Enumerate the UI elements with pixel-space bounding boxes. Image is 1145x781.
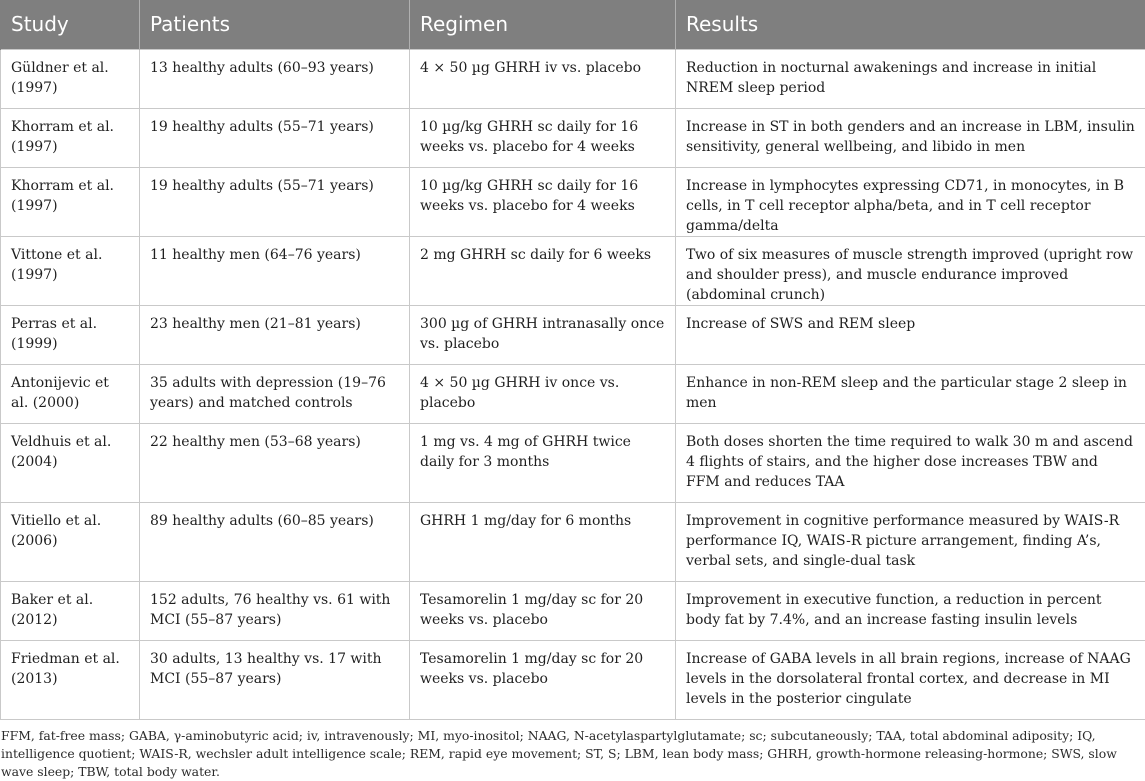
table-row <box>1 502 1145 581</box>
cell-patients: 19 healthy adults (55–71 years) <box>140 108 410 167</box>
table-row <box>1 236 1145 305</box>
cell-regimen: 4 × 50 µg GHRH iv vs. placebo <box>410 49 676 108</box>
cell-study: Antonijevic et al. (2000) <box>1 364 140 423</box>
table-header <box>1 0 1145 49</box>
cell-regimen: Tesamorelin 1 mg/day sc for 20 weeks vs. placebo <box>410 640 676 719</box>
table-row <box>1 167 1145 236</box>
table-row <box>1 108 1145 167</box>
cell-results: Increase of SWS and REM sleep <box>676 305 1145 364</box>
cell-study: Vitiello et al. (2006) <box>1 502 140 581</box>
cell-patients: 35 adults with depression (19–76 years) and matched controls <box>140 364 410 423</box>
cell-results: Increase in lymphocytes expressing CD71, in monocytes, in B cells, in T cell receptor alpha/beta, and in T cell receptor gamma/delta <box>676 167 1145 236</box>
cell-patients: 11 healthy men (64–76 years) <box>140 236 410 305</box>
cell-study: Güldner et al. (1997) <box>1 49 140 108</box>
table-row <box>1 305 1145 364</box>
cell-study: Veldhuis et al. (2004) <box>1 423 140 502</box>
table-body <box>1 49 1145 719</box>
cell-regimen: GHRH 1 mg/day for 6 months <box>410 502 676 581</box>
table-row <box>1 581 1145 640</box>
cell-results: Both doses shorten the time required to walk 30 m and ascend 4 flights of stairs, and the higher dose increases TBW and FFM and reduces TAA <box>676 423 1145 502</box>
cell-regimen: Tesamorelin 1 mg/day sc for 20 weeks vs. placebo <box>410 581 676 640</box>
cell-patients: 30 adults, 13 healthy vs. 17 with MCI (55–87 years) <box>140 640 410 719</box>
table-footnote: FFM, fat-free mass; GABA, γ-aminobutyric acid; iv, intravenously; MI, myo-inositol; NAAG, N-acetylaspartylglutamate; sc; subcutaneously; TAA, total abdominal adiposity; IQ, intelligence quotient; WAIS-R, wechsler adult intelligence scale; REM, rapid eye movement; ST, S; LBM, lean body mass; GHRH, growth-hormone releasing-hormone; SWS, slow wave sleep; TBW, total body water. <box>0 720 1145 781</box>
cell-patients: 152 adults, 76 healthy vs. 61 with MCI (55–87 years) <box>140 581 410 640</box>
table-row <box>1 423 1145 502</box>
cell-study: Friedman et al. (2013) <box>1 640 140 719</box>
cell-results: Increase of GABA levels in all brain regions, increase of NAAG levels in the dorsolateral frontal cortex, and decrease in MI levels in the posterior cingulate <box>676 640 1145 719</box>
cell-patients: 19 healthy adults (55–71 years) <box>140 167 410 236</box>
header-results: Results <box>676 0 1145 49</box>
cell-results: Reduction in nocturnal awakenings and increase in initial NREM sleep period <box>676 49 1145 108</box>
cell-patients: 13 healthy adults (60–93 years) <box>140 49 410 108</box>
cell-regimen: 10 µg/kg GHRH sc daily for 16 weeks vs. placebo for 4 weeks <box>410 108 676 167</box>
cell-regimen: 300 µg of GHRH intranasally once vs. placebo <box>410 305 676 364</box>
cell-study: Perras et al. (1999) <box>1 305 140 364</box>
cell-results: Improvement in executive function, a reduction in percent body fat by 7.4%, and an increase fasting insulin levels <box>676 581 1145 640</box>
header-study: Study <box>1 0 140 49</box>
header-patients: Patients <box>140 0 410 49</box>
cell-results: Two of six measures of muscle strength improved (upright row and shoulder press), and muscle endurance improved (abdominal crunch) <box>676 236 1145 305</box>
cell-study: Baker et al. (2012) <box>1 581 140 640</box>
cell-regimen: 2 mg GHRH sc daily for 6 weeks <box>410 236 676 305</box>
cell-regimen: 4 × 50 µg GHRH iv once vs. placebo <box>410 364 676 423</box>
cell-study: Khorram et al. (1997) <box>1 108 140 167</box>
cell-results: Increase in ST in both genders and an increase in LBM, insulin sensitivity, general wellbeing, and libido in men <box>676 108 1145 167</box>
cell-patients: 89 healthy adults (60–85 years) <box>140 502 410 581</box>
table-row <box>1 49 1145 108</box>
cell-regimen: 10 µg/kg GHRH sc daily for 16 weeks vs. placebo for 4 weeks <box>410 167 676 236</box>
cell-results: Improvement in cognitive performance measured by WAIS-R performance IQ, WAIS-R picture arrangement, finding A’s, verbal sets, and single-dual task <box>676 502 1145 581</box>
table-row <box>1 640 1145 719</box>
cell-patients: 22 healthy men (53–68 years) <box>140 423 410 502</box>
header-row <box>1 0 1145 49</box>
header-regimen: Regimen <box>410 0 676 49</box>
cell-results: Enhance in non-REM sleep and the particular stage 2 sleep in men <box>676 364 1145 423</box>
cell-regimen: 1 mg vs. 4 mg of GHRH twice daily for 3 months <box>410 423 676 502</box>
table-row <box>1 364 1145 423</box>
cell-patients: 23 healthy men (21–81 years) <box>140 305 410 364</box>
cell-study: Khorram et al. (1997) <box>1 167 140 236</box>
cell-study: Vittone et al. (1997) <box>1 236 140 305</box>
